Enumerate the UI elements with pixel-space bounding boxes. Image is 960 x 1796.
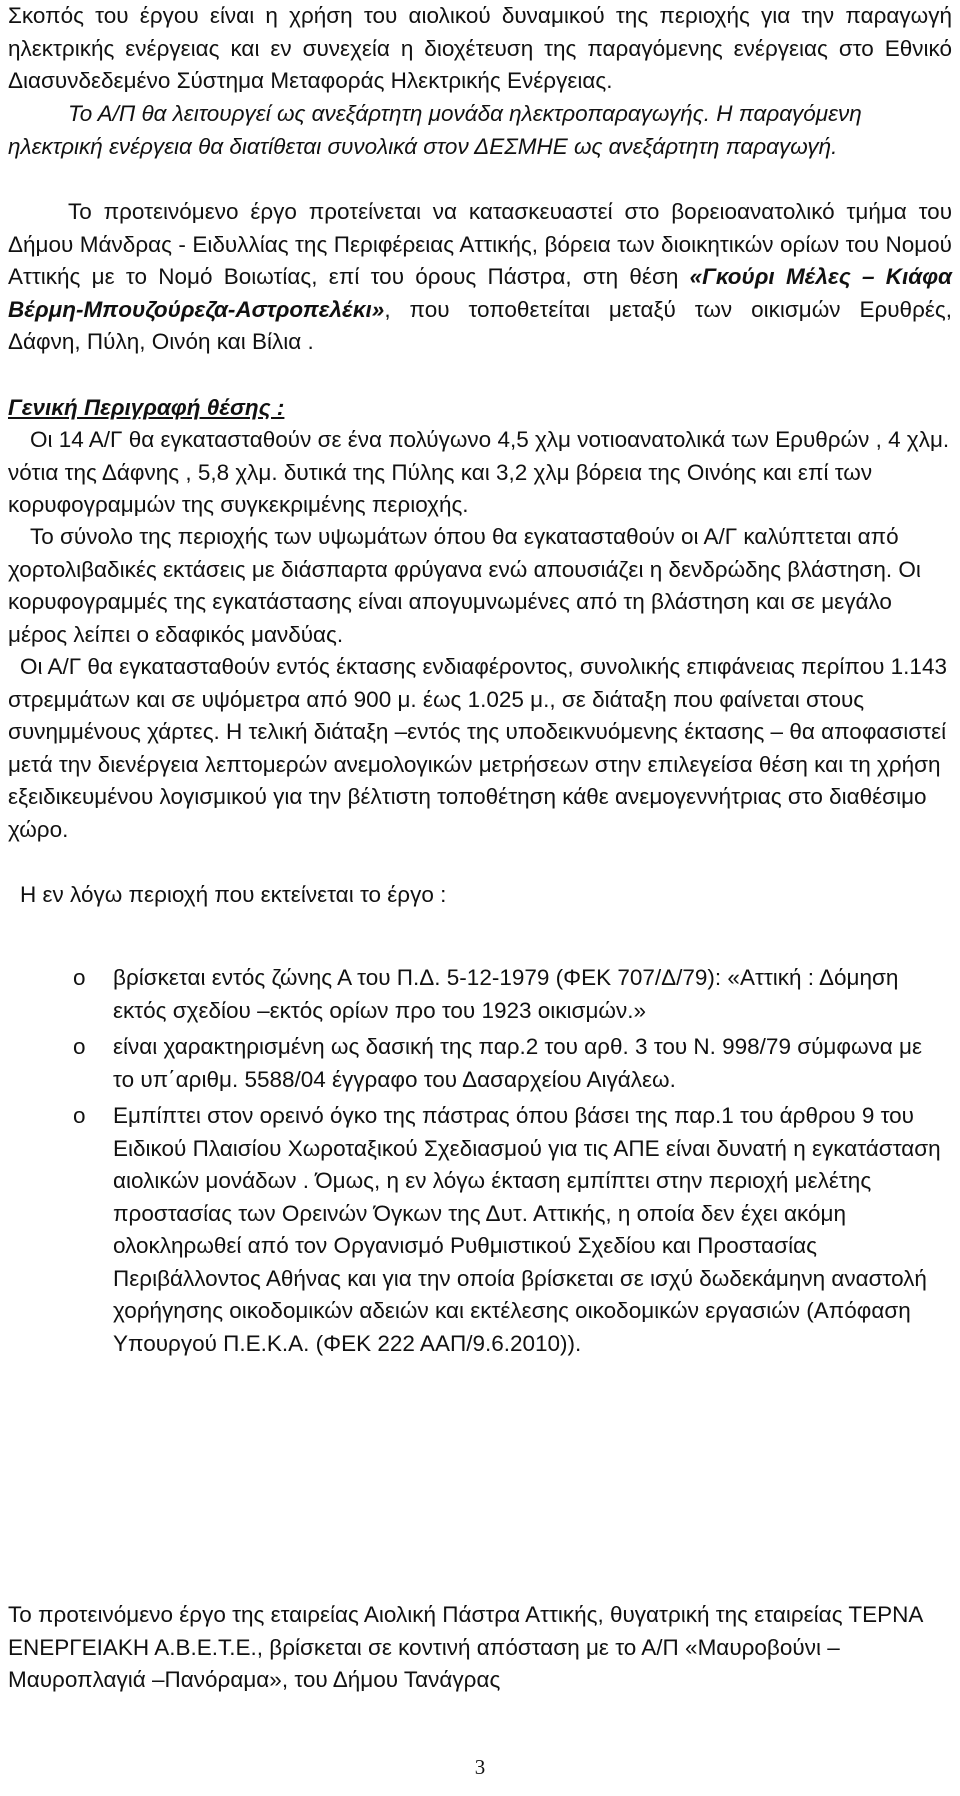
area-conditions-list [73, 962, 948, 1360]
location-text-start: Το προτεινόμενο έργο προτείνεται να κατασκευαστεί στο βορειοανατολικό τμήμα του Δήμου Μάνδρας - Ειδυλλίας της Περιφέρειας Αττικής, βόρεια των διοικητικών ορίων του Νομού Αττικής με το Νομό Βοιωτίας, επί του όρους Πάστρα, στη θέση [8, 199, 952, 289]
bullet-marker: o [73, 1103, 86, 1128]
list-item [73, 1031, 948, 1096]
page-number: 3 [474, 1755, 486, 1779]
list-item-text: Εμπίπτει στον ορεινό όγκο της πάστρας όπου βάσει της παρ.1 του άρθρου 9 του Ειδικού Πλαισίου Χωροταξικού Σχεδιασμού για τις ΑΠΕ είναι δυνατή η εγκατάσταση αιολικών μονάδων . Όμως, η εν λόγω έκταση εμπίπτει στην περιοχή μελέτης προστασίας των Ορεινών Όγκων της Δυτ. Αττικής, η οποία δεν έχει ακόμη ολοκληρωθεί από τον Οργανισμό Ρυθμιστικού Σχεδίου και Προστασίας Περιβάλλοντος Αθήνας και για την οποία βρίσκεται σε ισχύ δωδεκάμηνη αναστολή χορήγησης οικοδομικών αδειών και εκτέλεσης οικοδομικών εργασιών (Απόφαση Υπουργού Π.Ε.Κ.Α. (ΦΕΚ 222 ΑΑΠ/9.6.2010)). [113, 1103, 941, 1356]
bullet-marker: o [73, 1034, 86, 1059]
closing-paragraph: Το προτεινόμενο έργο της εταιρείας Αιολική Πάστρα Αττικής, θυγατρική της εταιρείας ΤΕΡΝΑ ΕΝΕΡΓΕΙΑΚΗ Α.Β.Ε.Τ.Ε., βρίσκεται σε κοντινή απόσταση με το Α/Π «Μαυροβούνι –Μαυροπλαγιά –Πανόραμα», του Δήμου Τανάγρας [8, 1602, 923, 1692]
list-item [73, 962, 948, 1027]
section-heading: Γενική Περιγραφή θέσης : [8, 395, 285, 420]
bullet-marker: o [73, 965, 86, 990]
section-paragraph-layout: Οι Α/Γ θα εγκατασταθούν εντός έκτασης ενδιαφέροντος, συνολικής επιφάνειας περίπου 1.143 στρεμμάτων και σε υψόμετρα από 900 μ. έως 1.025 μ., σε διάταξη που φαίνεται στους συνημμένους χάρτες. Η τελική διάταξη –εντός της υποδεικνυόμενης έκτασης – θα αποφασιστεί μετά την διενέργεια λεπτομερών ανεμολογικών μετρήσεων στην επιλεγείσα θέση και τη χρήση εξειδικευμένου λογισμικού για την βέλτιστη τοποθέτηση κάθε ανεμογεννήτριας στο διαθέσιμο χώρο. [8, 654, 947, 842]
list-item-text: είναι χαρακτηρισμένη ως δασική της παρ.2 του αρθ. 3 του Ν. 998/79 σύμφωνα με το υπ΄αριθμ. 5588/04 έγγραφο του Δασαρχείου Αιγάλεω. [113, 1034, 923, 1092]
intro-paragraph-purpose: Σκοπός του έργου είναι η χρήση του αιολικού δυναμικού της περιοχής για την παραγωγή ηλεκτρικής ενέργειας και εν συνεχεία η διοχέτευση της παραγόμενης ενέργειας στο Εθνικό Διασυνδεδεμένο Σύστημα Μεταφοράς Ηλεκτρικής Ενέργειας. [8, 3, 952, 93]
section-paragraph-area-intro: Η εν λόγω περιοχή που εκτείνεται το έργο : [20, 882, 447, 907]
intro-paragraph-location [8, 196, 952, 359]
intro-paragraph-operation: Το Α/Π θα λειτουργεί ως ανεξάρτητη μονάδα ηλεκτροπαραγωγής. Η παραγόμενη ηλεκτρική ενέργεια θα διατίθεται συνολικά στον ΔΕΣΜΗΕ ως ανεξάρτητη παραγωγή. [8, 101, 862, 159]
site-name: «Γκούρι Μέλες – Κιάφα Βέρμη-Μπουζούρεζα-Αστροπελέκι» [8, 264, 952, 322]
list-item-text: βρίσκεται εντός ζώνης Α του Π.Δ. 5-12-1979 (ΦΕΚ 707/Δ/79): «Αττική : Δόμηση εκτός σχεδίου –εκτός ορίων προ του 1923 οικισμών.» [113, 965, 899, 1023]
section-paragraph-vegetation: Το σύνολο της περιοχής των υψωμάτων όπου θα εγκατασταθούν οι Α/Γ καλύπτεται από χορτολιβαδικές εκτάσεις με διάσπαρτα φρύγανα ενώ απουσιάζει η δενδρώδης βλάστηση. Οι κορυφογραμμές της εγκατάστασης είναι απογυμνωμένες από τη βλάστηση και σε μεγάλο μέρος λείπει ο εδαφικός μανδύας. [8, 524, 921, 647]
location-text-end: , που τοποθετείται μεταξύ των οικισμών Ερυθρές, Δάφνη, Πύλη, Οινόη και Βίλια . [8, 296, 952, 354]
section-paragraph-position: Οι 14 Α/Γ θα εγκατασταθούν σε ένα πολύγωνο 4,5 χλμ νοτιοανατολικά των Ερυθρών , 4 χλμ. νότια της Δάφνης , 5,8 χλμ. δυτικά της Πύλης και 3,2 χλμ βόρεια της Οινόης και επί των κορυφογραμμών της συγκεκριμένης περιοχής. [8, 427, 950, 517]
list-item [73, 1100, 948, 1360]
